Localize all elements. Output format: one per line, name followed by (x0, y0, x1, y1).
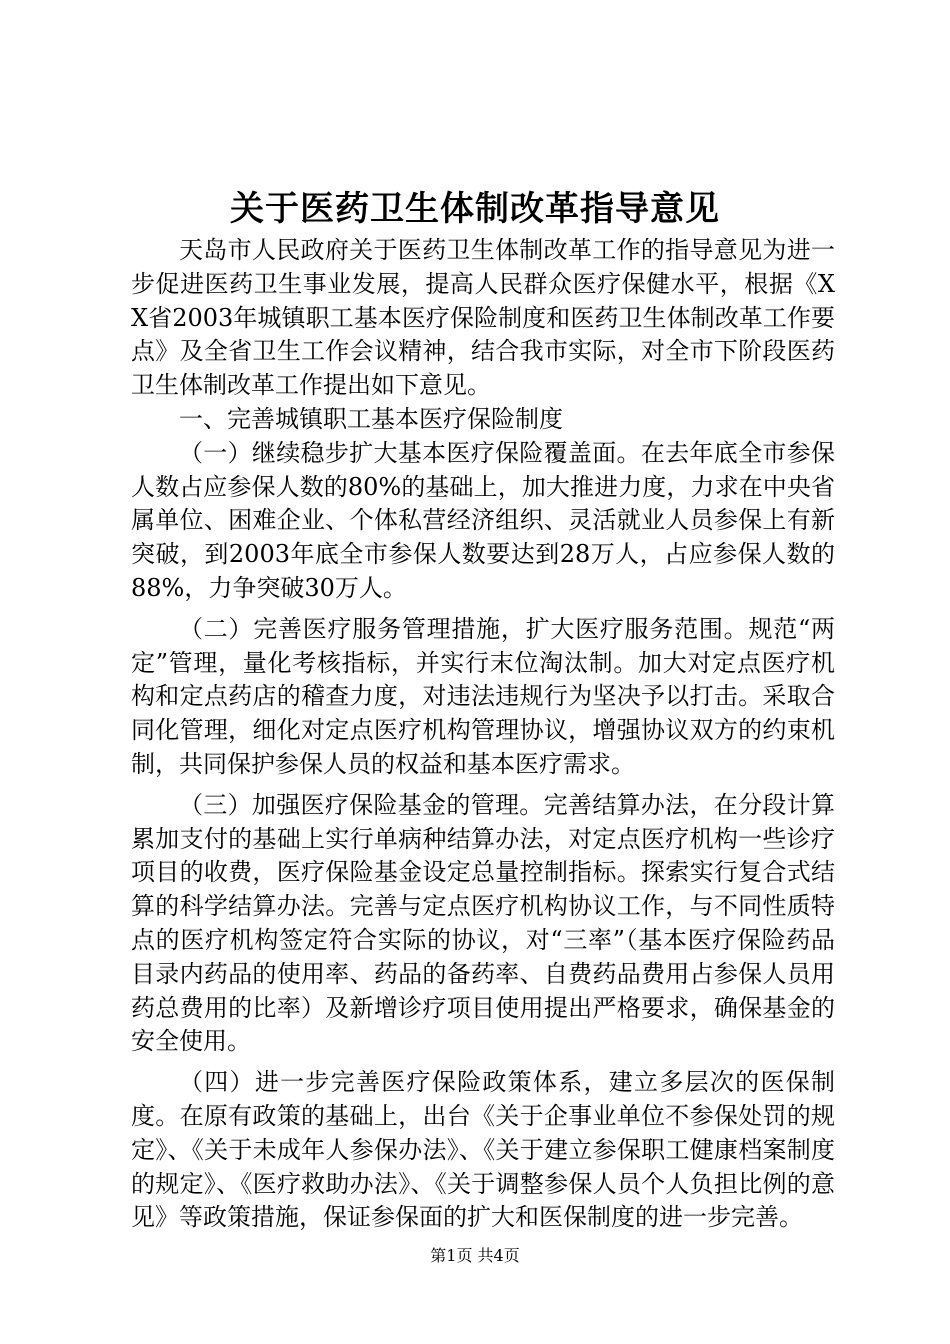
document-body (131, 234, 835, 1235)
paragraph-item-1: （一）继续稳步扩大基本医疗保险覆盖面。在去年底全市参保人数占应参保人数的80%的基础上，加大推进力度，力求在中央省属单位、困难企业、个体私营经济组织、灵活就业人员参保上有新突破，到2003年底全市参保人数要达到28万人，占应参保人数的88%，力争突破30万人。 (131, 438, 835, 602)
page-number-footer: 第1页 共4页 (430, 1246, 520, 1265)
paragraph-intro: 天岛市人民政府关于医药卫生体制改革工作的指导意见为进一步促进医药卫生事业发展，提高人民群众医疗保健水平，根据《XX省2003年城镇职工基本医疗保险制度和医药卫生体制改革工作要点》及全省卫生工作会议精神，结合我市实际，对全市下阶段医药卫生体制改革工作提出如下意见。 (131, 236, 835, 400)
document-title: 关于医药卫生体制改革指导意见 (230, 189, 720, 229)
section-heading: 一、完善城镇职工基本医疗保险制度 (179, 404, 563, 433)
paragraph-item-2: （二）完善医疗服务管理措施，扩大医疗服务范围。规范“两定”管理，量化考核指标，并实行末位淘汰制。加大对定点医疗机构和定点药店的稽查力度，对违法违规行为坚决予以打击。采取合同化管理，细化对定点医疗机构管理协议，增强协议双方的约束机制，共同保护参保人员的权益和基本医疗需求。 (131, 614, 835, 778)
paragraph-item-4: （四）进一步完善医疗保险政策体系，建立多层次的医保制度。在原有政策的基础上，出台《关于企事业单位不参保处罚的规定》、《关于未成年人参保办法》、《关于建立参保职工健康档案制度的规定》、《医疗救助办法》、《关于调整参保人员个人负担比例的意见》等政策措施，保证参保面的扩大和医保制度的进一步完善。 (131, 1068, 835, 1232)
paragraph-item-3: （三）加强医疗保险基金的管理。完善结算办法，在分段计算累加支付的基础上实行单病种结算办法，对定点医疗机构一些诊疗项目的收费，医疗保险基金设定总量控制指标。探索实行复合式结算的科学结算办法。完善与定点医疗机构协议工作，与不同性质特点的医疗机构签定符合实际的协议，对“三率”（基本医疗保险药品目录内药品的使用率、药品的备药率、自费药品费用占参保人员用药总费用的比率）及新增诊疗项目使用提出严格要求，确保基金的安全使用。 (131, 790, 835, 1056)
